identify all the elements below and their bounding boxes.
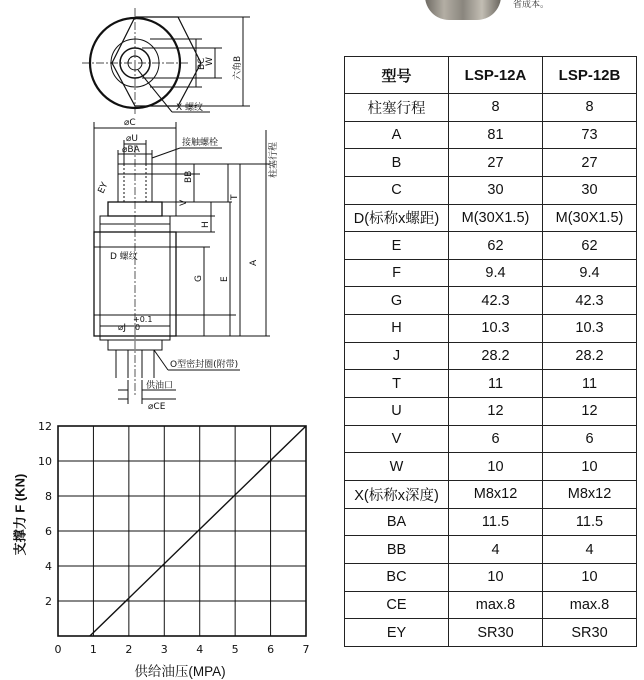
table-cell: 10 bbox=[543, 563, 637, 591]
table-cell: max.8 bbox=[543, 591, 637, 619]
table-row bbox=[345, 563, 637, 591]
table-row bbox=[345, 591, 637, 619]
table-row-label: X(标称x深度) bbox=[345, 480, 449, 508]
table-cell: 10 bbox=[449, 563, 543, 591]
product-photo-fragment bbox=[425, 0, 501, 20]
x-tick-label: 4 bbox=[196, 643, 204, 656]
table-row-label: V bbox=[345, 425, 449, 453]
label-contact-bolt: 接触螺栓 bbox=[182, 138, 219, 148]
y-tick-label: 8 bbox=[45, 490, 52, 503]
table-row-label: C bbox=[345, 176, 449, 204]
label-x-thread: X 螺纹 bbox=[176, 103, 204, 113]
table-cell: 62 bbox=[543, 232, 637, 260]
table-header-row bbox=[345, 57, 637, 94]
table-row-label: G bbox=[345, 287, 449, 315]
table-row-label: H bbox=[345, 315, 449, 343]
label-stroke: 柱塞行程 bbox=[269, 141, 279, 178]
table-row bbox=[345, 370, 637, 398]
top-view bbox=[82, 8, 250, 115]
table-row-label: D(标称x螺距) bbox=[345, 204, 449, 232]
table-row bbox=[345, 453, 637, 481]
table-row-label: BA bbox=[345, 508, 449, 536]
y-tick-label: 4 bbox=[45, 560, 52, 573]
y-tick-label: 6 bbox=[45, 525, 52, 538]
table-cell: 9.4 bbox=[543, 259, 637, 287]
table-cell: 62 bbox=[449, 232, 543, 260]
table-row-label: E bbox=[345, 232, 449, 260]
table-cell: 42.3 bbox=[449, 287, 543, 315]
table-row-label: B bbox=[345, 149, 449, 177]
table-row bbox=[345, 232, 637, 260]
table-cell: 8 bbox=[543, 94, 637, 122]
table-row bbox=[345, 342, 637, 370]
table-row bbox=[345, 398, 637, 426]
x-tick-label: 5 bbox=[231, 643, 239, 656]
table-row-label: F bbox=[345, 259, 449, 287]
spec-table bbox=[344, 56, 637, 647]
table-cell: max.8 bbox=[449, 591, 543, 619]
table-cell: 81 bbox=[449, 121, 543, 149]
table-header-cell: LSP-12A bbox=[449, 57, 543, 94]
label-c: ⌀C bbox=[124, 118, 136, 128]
table-row bbox=[345, 287, 637, 315]
label-u: ⌀U bbox=[126, 134, 139, 144]
table-row bbox=[345, 508, 637, 536]
y-tick-label: 12 bbox=[38, 420, 52, 433]
table-cell: 42.3 bbox=[543, 287, 637, 315]
table-cell: 10 bbox=[543, 453, 637, 481]
label-j-tolerance-upper: +0.1 bbox=[133, 315, 153, 324]
top-note-text: 省成本。 bbox=[513, 0, 550, 9]
table-row-label: W bbox=[345, 453, 449, 481]
x-tick-label: 3 bbox=[160, 643, 168, 656]
label-a: A bbox=[249, 259, 259, 266]
label-d-thread: D 螺纹 bbox=[110, 252, 138, 262]
table-row bbox=[345, 149, 637, 177]
label-ey: EY bbox=[96, 180, 111, 196]
table-cell: 10 bbox=[449, 453, 543, 481]
table-row bbox=[345, 315, 637, 343]
label-ba: ⌀BA bbox=[122, 145, 140, 155]
table-cell: 6 bbox=[449, 425, 543, 453]
table-row bbox=[345, 480, 637, 508]
table-cell: 10.3 bbox=[543, 315, 637, 343]
label-w: W bbox=[205, 57, 215, 66]
table-row-label: T bbox=[345, 370, 449, 398]
table-cell: 4 bbox=[543, 536, 637, 564]
table-cell: 8 bbox=[449, 94, 543, 122]
label-o-ring: O型密封圈(附带) bbox=[170, 360, 239, 370]
support-force-chart bbox=[0, 410, 330, 660]
table-cell: 27 bbox=[449, 149, 543, 177]
label-t: T bbox=[230, 194, 240, 200]
chart-y-axis-label: 支撑力 F (KN) bbox=[12, 473, 28, 556]
table-row bbox=[345, 121, 637, 149]
table-cell: 28.2 bbox=[449, 342, 543, 370]
table-cell: SR30 bbox=[543, 619, 637, 647]
table-row bbox=[345, 176, 637, 204]
table-cell: 11.5 bbox=[449, 508, 543, 536]
table-row bbox=[345, 204, 637, 232]
label-bb: BB bbox=[184, 170, 194, 183]
table-cell: M8x12 bbox=[449, 480, 543, 508]
table-row-label: BC bbox=[345, 563, 449, 591]
label-j: ⌀J bbox=[118, 323, 127, 333]
table-row-label: CE bbox=[345, 591, 449, 619]
table-row-label: 柱塞行程 bbox=[345, 94, 449, 122]
table-row-label: BB bbox=[345, 536, 449, 564]
table-cell: 6 bbox=[543, 425, 637, 453]
x-tick-label: 2 bbox=[125, 643, 133, 656]
table-row-label: U bbox=[345, 398, 449, 426]
label-e: E bbox=[220, 276, 230, 282]
table-cell: 28.2 bbox=[543, 342, 637, 370]
table-cell: M(30X1.5) bbox=[543, 204, 637, 232]
label-bc: BC bbox=[197, 57, 207, 70]
label-g: G bbox=[194, 275, 204, 282]
table-cell: 30 bbox=[449, 176, 543, 204]
table-cell: 30 bbox=[543, 176, 637, 204]
table-header-cell: LSP-12B bbox=[543, 57, 637, 94]
label-j-tolerance-lower: 0 bbox=[135, 323, 141, 332]
table-cell: 10.3 bbox=[449, 315, 543, 343]
table-cell: M(30X1.5) bbox=[449, 204, 543, 232]
x-tick-label: 6 bbox=[267, 643, 275, 656]
x-tick-label: 7 bbox=[302, 643, 310, 656]
table-cell: 73 bbox=[543, 121, 637, 149]
table-row bbox=[345, 94, 637, 122]
table-cell: 27 bbox=[543, 149, 637, 177]
label-oil-port: 供油口 bbox=[146, 381, 174, 391]
label-h: H bbox=[201, 221, 211, 228]
table-row-label: EY bbox=[345, 619, 449, 647]
table-row bbox=[345, 619, 637, 647]
table-cell: 9.4 bbox=[449, 259, 543, 287]
table-cell: SR30 bbox=[449, 619, 543, 647]
label-ce: ⌀CE bbox=[148, 402, 166, 412]
table-header-cell: 型号 bbox=[345, 57, 449, 94]
table-row bbox=[345, 536, 637, 564]
table-cell: 11 bbox=[543, 370, 637, 398]
table-row bbox=[345, 425, 637, 453]
table-cell: 11.5 bbox=[543, 508, 637, 536]
table-cell: 4 bbox=[449, 536, 543, 564]
technical-drawing bbox=[0, 0, 340, 415]
label-v: V bbox=[179, 199, 189, 206]
table-cell: M8x12 bbox=[543, 480, 637, 508]
table-row-label: A bbox=[345, 121, 449, 149]
table-cell: 11 bbox=[449, 370, 543, 398]
table-cell: 12 bbox=[543, 398, 637, 426]
y-tick-label: 2 bbox=[45, 595, 52, 608]
chart-x-axis-label: 供给油压(MPA) bbox=[134, 664, 226, 679]
x-tick-label: 0 bbox=[54, 643, 62, 656]
label-hex-b: 六角B bbox=[233, 55, 243, 80]
table-row bbox=[345, 259, 637, 287]
y-tick-label: 10 bbox=[38, 455, 52, 468]
table-cell: 12 bbox=[449, 398, 543, 426]
table-row-label: J bbox=[345, 342, 449, 370]
x-tick-label: 1 bbox=[89, 643, 97, 656]
